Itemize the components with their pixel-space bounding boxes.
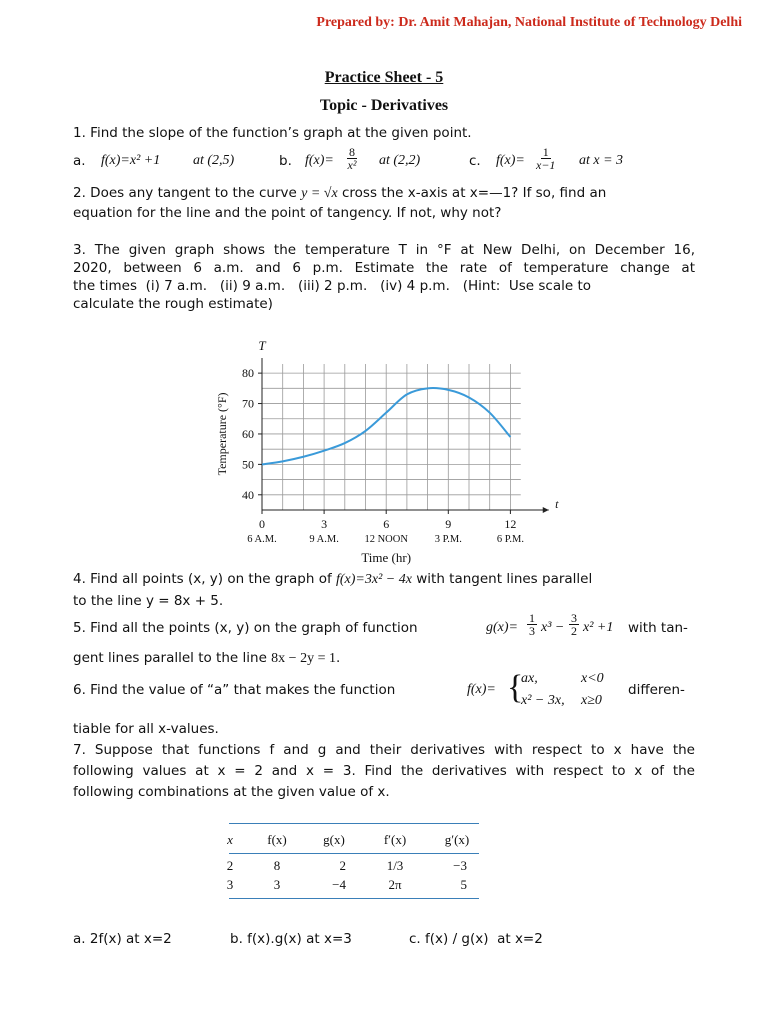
table-header-cell: f′(x) — [383, 832, 407, 847]
page-title — [0, 69, 768, 87]
table-header-cell: g(x) — [323, 832, 345, 847]
q6-case1-cond: x<0 — [581, 671, 604, 686]
y-tick-label: 40 — [242, 487, 254, 502]
table-cell: 3 — [273, 877, 281, 892]
x-axis-label: Time (hr) — [361, 550, 412, 565]
q1-c-fraction — [536, 146, 555, 171]
chart-grid — [262, 364, 521, 510]
x-tick-label: 3 — [321, 517, 328, 531]
q4-line1 — [73, 570, 695, 589]
table-bottom-rule — [229, 898, 479, 899]
q2-line1-end: cross the x-axis at x=—1? If so, find an — [341, 185, 607, 201]
q2-line1 — [73, 184, 695, 203]
q6-line1-start: 6. Find the value of “a” that makes the function — [73, 682, 396, 698]
q4-line1-start: 4. Find all points (x, y) on the graph of — [73, 571, 332, 587]
q5-fraction-2 — [569, 612, 579, 637]
q6-f-left: f(x)= — [467, 682, 496, 697]
q5-g-right: x² +1 — [583, 620, 614, 635]
y-tick-label: 50 — [242, 457, 254, 472]
x-tick-label: 6 — [383, 517, 390, 531]
q6-line1-end: differen- — [628, 682, 685, 698]
q6-brace: { — [507, 669, 524, 706]
q5-line2-start: gent lines parallel to the line — [73, 650, 267, 666]
q5-line1-end: with tan- — [628, 620, 688, 636]
page-title-text: Practice Sheet - 5 — [324, 69, 444, 86]
q7-line1: 7. Suppose that functions f and g and their derivatives with respect to x have the — [73, 742, 695, 758]
q1-b-label: b. — [279, 153, 292, 169]
x-tick-sublabel: 9 A.M. — [309, 534, 339, 545]
x-tick-sublabel: 3 P.M. — [434, 534, 462, 545]
x-tick-label: 0 — [259, 517, 265, 531]
y-tick-label: 60 — [242, 426, 254, 441]
q1-a-expr: f(x)=x² +1 — [101, 153, 161, 168]
part-b: b. f(x).g(x) at x=3 — [230, 931, 352, 947]
q3-line3: the times (i) 7 a.m. (ii) 9 a.m. (iii) 2 p.m. (iv) 4 p.m. (Hint: Use scale to — [73, 278, 592, 294]
q6-case2-cond: x≥0 — [581, 693, 602, 708]
table-top-rule — [229, 823, 479, 824]
q1-c-denominator: x−1 — [536, 158, 556, 172]
q3-line4: calculate the rough estimate) — [73, 296, 273, 312]
q1-b-denominator: x² — [347, 158, 357, 172]
x-tick-label: 12 — [504, 517, 517, 531]
q1-b-fraction — [347, 146, 357, 171]
q5-g-mid: x³ − — [541, 620, 565, 635]
table-cell: 2 — [339, 858, 346, 873]
q1-c-numerator: 1 — [542, 145, 549, 159]
chart-axes — [258, 358, 549, 514]
q5-frac1-numerator: 1 — [529, 611, 535, 625]
table-cell: 2 — [226, 858, 234, 873]
q3-line2: 2020, between 6 a.m. and 6 p.m. Estimate the rate of temperature change at — [73, 260, 695, 276]
q6-line1 — [73, 668, 695, 712]
q7-line2: following values at x = 2 and x = 3. Find the derivatives with respect to x of the — [73, 763, 695, 779]
q1-c-label: c. — [469, 153, 481, 169]
table-cell: −3 — [453, 858, 467, 873]
q2-line2: equation for the line and the point of tangency. If not, why not? — [73, 205, 502, 221]
q5-frac2-denominator: 2 — [571, 624, 577, 638]
table-header-rule — [229, 853, 479, 854]
q2-curve: y = √x — [301, 186, 338, 201]
q1-c-expr: f(x)= — [496, 153, 525, 168]
q5-line1-start: 5. Find all the points (x, y) on the graph of function — [73, 620, 418, 636]
q5-line2-end: . — [335, 650, 341, 666]
q7-line3: following combinations at the given value of x. — [73, 784, 390, 800]
page-header: Prepared by: Dr. Amit Mahajan, National Institute of Technology Delhi — [316, 15, 742, 30]
table-cell: 1/3 — [386, 858, 404, 873]
q1-b-numerator: 8 — [349, 145, 355, 159]
q5-line-equation: 8x − 2y = 1 — [271, 651, 336, 666]
q1-b-expr: f(x)= — [305, 153, 334, 168]
q1-b-point: at (2,2) — [379, 153, 421, 168]
x-tick-sublabel: 6 P.M. — [496, 534, 524, 545]
x-axis-arrow — [543, 507, 549, 513]
table-cell: 5 — [460, 877, 467, 892]
q2-line1-start: 2. Does any tangent to the curve — [73, 185, 297, 201]
part-c: c. f(x) / g(x) at x=2 — [409, 931, 543, 947]
q4-line1-end: with tangent lines parallel — [416, 571, 593, 587]
temperature-chart — [210, 326, 570, 570]
table-header-cell: g′(x) — [444, 832, 470, 847]
part-a: a. 2f(x) at x=2 — [73, 931, 172, 947]
q1-prompt: 1. Find the slope of the function’s graph at the given point. — [73, 125, 472, 141]
q1-a-point: at (2,5) — [193, 153, 235, 168]
q5-frac2-numerator: 3 — [571, 611, 577, 625]
y-axis-symbol: T — [258, 338, 266, 353]
q3-line1: 3. The given graph shows the temperature T in °F at New Delhi, on December 16, — [73, 242, 695, 258]
page-subtitle: Topic - Derivatives — [319, 97, 449, 114]
x-tick-sublabel: 12 NOON — [364, 534, 408, 545]
q5-frac1-denominator: 3 — [529, 624, 535, 638]
y-tick-label: 80 — [242, 366, 254, 381]
table-header-cell: f(x) — [267, 832, 287, 847]
chart-labels — [215, 338, 559, 565]
q6-line2: tiable for all x-values. — [73, 721, 219, 737]
table-cell: 8 — [273, 858, 281, 873]
table-header-cell: x — [227, 832, 233, 847]
x-axis-symbol: t — [555, 497, 559, 511]
q4-function: f(x)=3x² − 4x — [336, 572, 412, 587]
q1-options — [73, 146, 695, 176]
q1-c-point: at x = 3 — [579, 153, 624, 168]
q4-line2: to the line y = 8x + 5. — [73, 593, 224, 609]
x-tick-sublabel: 6 A.M. — [247, 534, 277, 545]
x-tick-label: 9 — [445, 517, 452, 531]
q6-case1-expr: ax, — [521, 671, 538, 686]
q5-fraction-1 — [527, 612, 537, 637]
q5-line1 — [73, 612, 695, 642]
q1-a-label: a. — [73, 153, 86, 169]
table-cell: 2π — [388, 877, 402, 892]
q6-case2-expr: x² − 3x, — [521, 693, 565, 708]
y-tick-label: 70 — [242, 396, 254, 411]
table-cell: 3 — [226, 877, 234, 892]
table-cell: −4 — [332, 877, 346, 892]
q5-line2 — [73, 649, 695, 668]
q5-g-left: g(x)= — [486, 620, 518, 635]
y-axis-label: Temperature (°F) — [215, 392, 229, 476]
